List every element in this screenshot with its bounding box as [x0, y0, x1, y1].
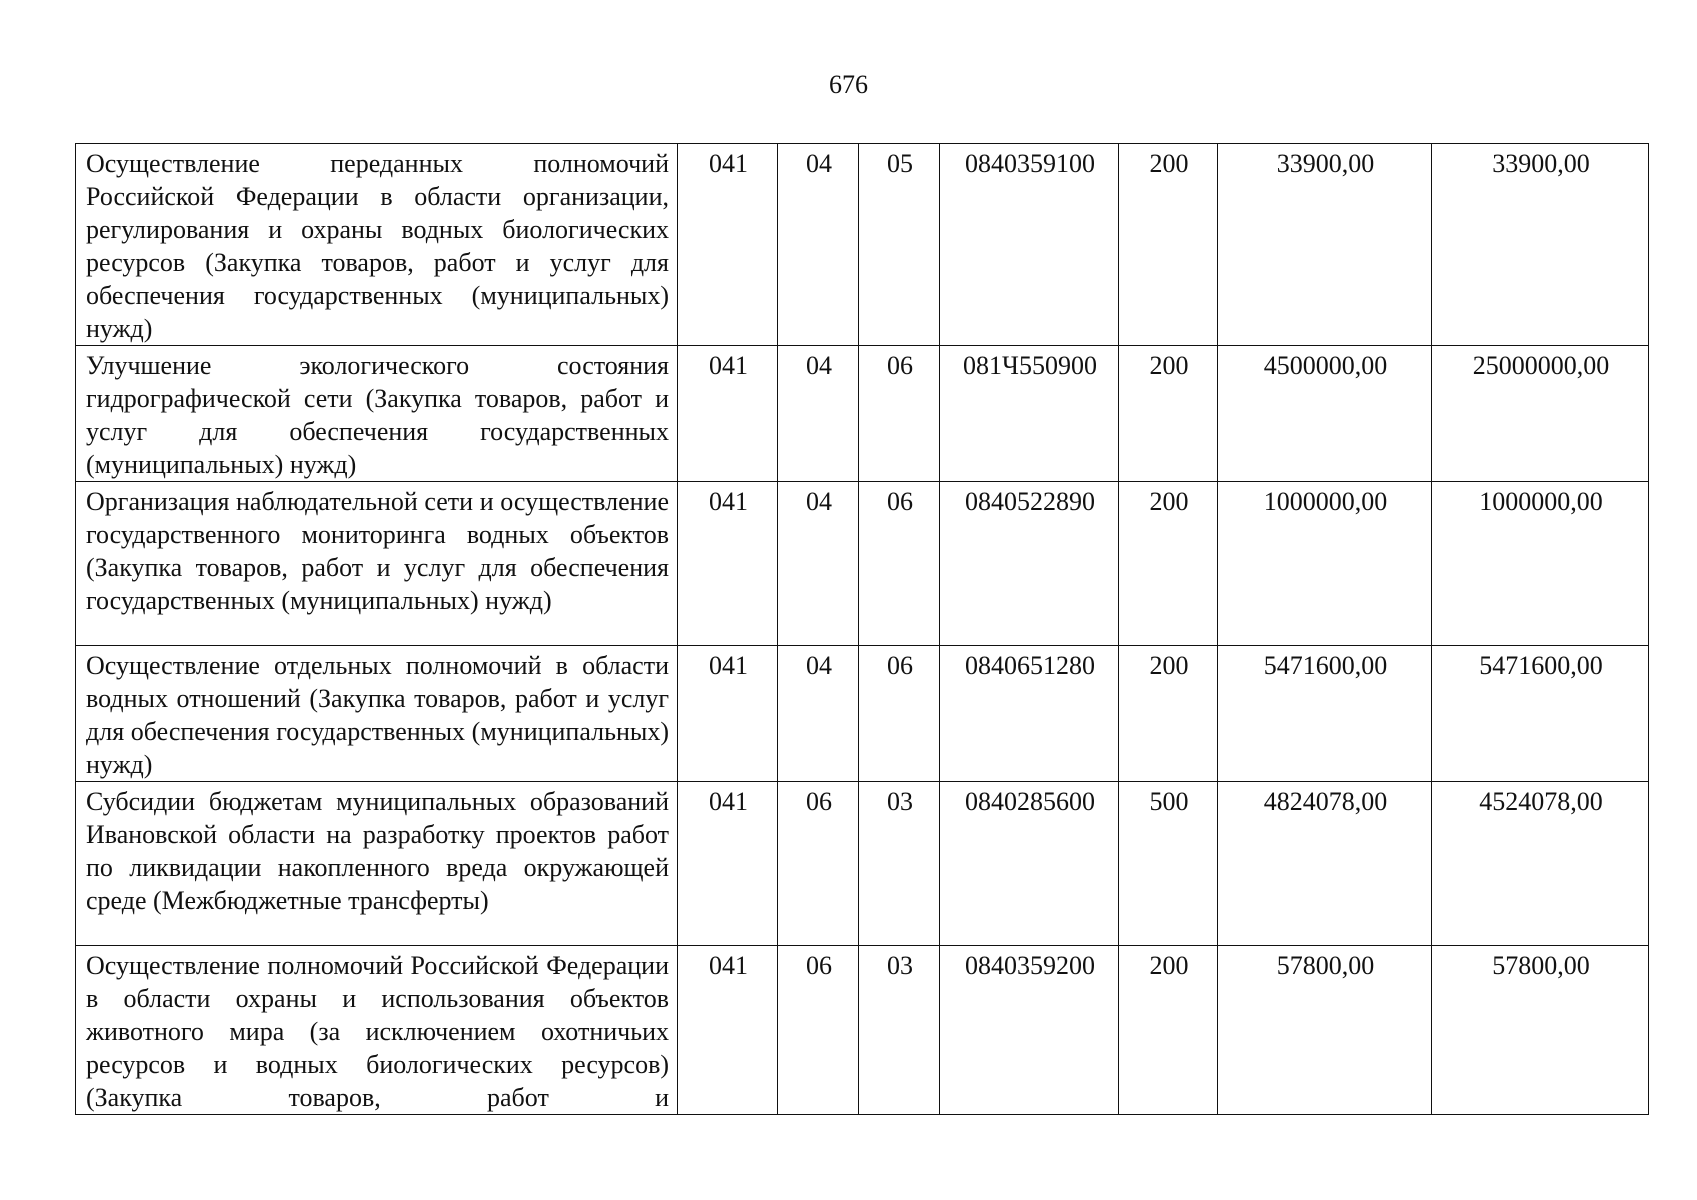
row-section-code: 04 [778, 646, 859, 782]
row-sum-first: 4500000,00 [1218, 346, 1432, 482]
row-expense-type: 200 [1119, 646, 1218, 782]
row-expense-type: 200 [1119, 482, 1218, 646]
row-description: Улучшение экологического состояния гидрографической сети (Закупка товаров, работ и услуг для обеспечения государственных (муниципальных) нужд) [76, 346, 678, 482]
row-section-code: 04 [778, 144, 859, 346]
page-number: 676 [829, 70, 868, 99]
row-expense-type: 500 [1119, 782, 1218, 946]
row-target-article: 0840359100 [940, 144, 1119, 346]
row-section-code: 06 [778, 946, 859, 1115]
row-subsection-code: 03 [859, 782, 940, 946]
row-sum-second: 1000000,00 [1432, 482, 1649, 646]
row-target-article: 0840285600 [940, 782, 1119, 946]
row-sum-second: 57800,00 [1432, 946, 1649, 1115]
row-description: Осуществление отдельных полномочий в области водных отношений (Закупка товаров, работ и услуг для обеспечения государственных (муниципальных) нужд) [76, 646, 678, 782]
table-row [76, 346, 1649, 482]
row-description: Субсидии бюджетам муниципальных образований Ивановской области на разработку проектов работ по ликвидации накопленного вреда окружающей среде (Межбюджетные трансферты) [76, 782, 678, 946]
row-sum-second: 33900,00 [1432, 144, 1649, 346]
row-description: Осуществление полномочий Российской Федерации в области охраны и использования объектов животного мира (за исключением охотничьих ресурсов и водных биологических ресурсов) (Закупка товаров, работ и [76, 946, 678, 1115]
row-target-article: 0840359200 [940, 946, 1119, 1115]
row-sum-first: 33900,00 [1218, 144, 1432, 346]
row-subsection-code: 06 [859, 482, 940, 646]
row-subsection-code: 06 [859, 646, 940, 782]
row-gr-code: 041 [678, 482, 778, 646]
row-sum-second: 4524078,00 [1432, 782, 1649, 946]
budget-table [75, 143, 1649, 1115]
row-gr-code: 041 [678, 144, 778, 346]
row-subsection-code: 03 [859, 946, 940, 1115]
table-row [76, 782, 1649, 946]
row-description: Организация наблюдательной сети и осуществление государственного мониторинга водных объектов (Закупка товаров, работ и услуг для обеспечения государственных (муниципальных) нужд) [76, 482, 678, 646]
row-target-article: 0840651280 [940, 646, 1119, 782]
row-target-article: 081Ч550900 [940, 346, 1119, 482]
row-target-article: 0840522890 [940, 482, 1119, 646]
row-description: Осуществление переданных полномочий Российской Федерации в области организации, регулирования и охраны водных биологических ресурсов (Закупка товаров, работ и услуг для обеспечения государственных (муниципальных) нужд) [76, 144, 678, 346]
row-gr-code: 041 [678, 346, 778, 482]
row-gr-code: 041 [678, 646, 778, 782]
row-gr-code: 041 [678, 946, 778, 1115]
row-sum-first: 1000000,00 [1218, 482, 1432, 646]
row-section-code: 04 [778, 346, 859, 482]
row-sum-second: 5471600,00 [1432, 646, 1649, 782]
row-expense-type: 200 [1119, 144, 1218, 346]
row-sum-first: 5471600,00 [1218, 646, 1432, 782]
row-sum-second: 25000000,00 [1432, 346, 1649, 482]
row-subsection-code: 05 [859, 144, 940, 346]
row-expense-type: 200 [1119, 946, 1218, 1115]
row-sum-first: 4824078,00 [1218, 782, 1432, 946]
table-row [76, 646, 1649, 782]
row-gr-code: 041 [678, 782, 778, 946]
table-row [76, 482, 1649, 646]
row-sum-first: 57800,00 [1218, 946, 1432, 1115]
row-subsection-code: 06 [859, 346, 940, 482]
row-expense-type: 200 [1119, 346, 1218, 482]
row-section-code: 06 [778, 782, 859, 946]
row-section-code: 04 [778, 482, 859, 646]
table-row [76, 144, 1649, 346]
table-row [76, 946, 1649, 1115]
